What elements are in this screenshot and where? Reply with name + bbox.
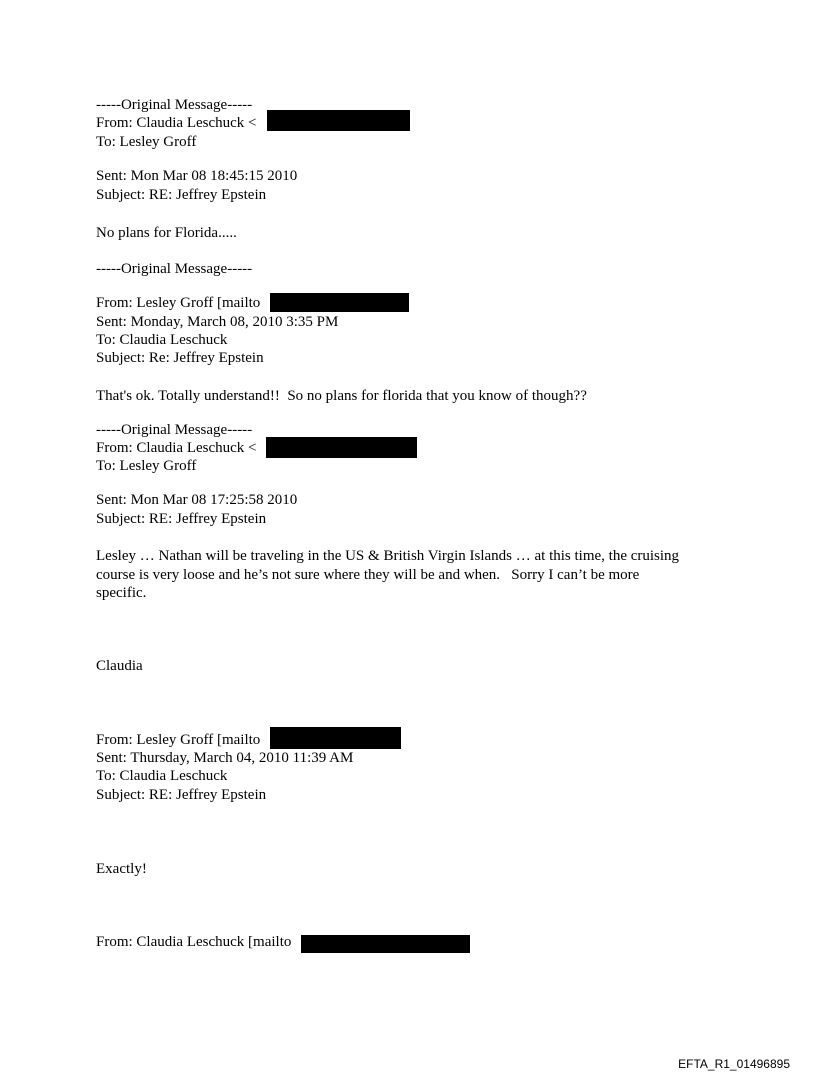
- from-line: From: Claudia Leschuck <: [96, 115, 257, 131]
- subject-line: Subject: Re: Jeffrey Epstein: [96, 350, 264, 366]
- original-message-header: -----Original Message-----: [96, 422, 253, 438]
- sent-line: Sent: Mon Mar 08 17:25:58 2010: [96, 492, 298, 508]
- sent-line: Sent: Mon Mar 08 18:45:15 2010: [96, 168, 298, 184]
- from-line: From: Lesley Groff [mailto: [96, 295, 261, 311]
- sent-line: Sent: Thursday, March 04, 2010 11:39 AM: [96, 750, 354, 766]
- redaction-box: [270, 727, 401, 749]
- to-line: To: Lesley Groff: [96, 458, 197, 474]
- redaction-box: [266, 437, 417, 458]
- to-line: To: Claudia Leschuck: [96, 332, 228, 348]
- message-body-line: course is very loose and he’s not sure where they will be and when. Sorry I can’t be more: [96, 567, 640, 583]
- redaction-box: [267, 110, 410, 131]
- subject-line: Subject: RE: Jeffrey Epstein: [96, 187, 267, 203]
- signature: Claudia: [96, 658, 143, 674]
- redaction-box: [270, 293, 409, 312]
- message-body-line: specific.: [96, 585, 147, 601]
- message-body: Exactly!: [96, 861, 147, 877]
- subject-line: Subject: RE: Jeffrey Epstein: [96, 787, 267, 803]
- from-line: From: Claudia Leschuck <: [96, 440, 257, 456]
- from-line: From: Lesley Groff [mailto: [96, 732, 261, 748]
- original-message-header: -----Original Message-----: [96, 97, 253, 113]
- subject-line: Subject: RE: Jeffrey Epstein: [96, 511, 267, 527]
- message-body: No plans for Florida.....: [96, 225, 237, 241]
- to-line: To: Lesley Groff: [96, 134, 197, 150]
- message-body-line: Lesley … Nathan will be traveling in the US & British Virgin Islands … at this time, the cruising: [96, 548, 680, 564]
- message-body: That's ok. Totally understand!! So no plans for florida that you know of though??: [96, 388, 587, 404]
- to-line: To: Claudia Leschuck: [96, 768, 228, 784]
- sent-line: Sent: Monday, March 08, 2010 3:35 PM: [96, 314, 339, 330]
- from-line: From: Claudia Leschuck [mailto: [96, 934, 292, 950]
- original-message-header: -----Original Message-----: [96, 261, 253, 277]
- redaction-box: [301, 935, 470, 953]
- bates-number: EFTA_R1_01496895: [678, 1057, 790, 1071]
